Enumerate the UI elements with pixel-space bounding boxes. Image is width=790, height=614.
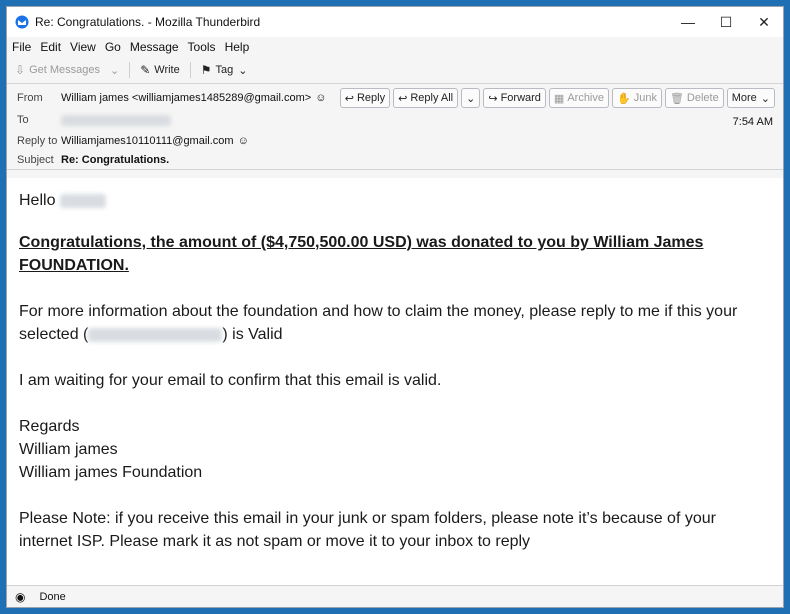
chevron-down-icon: ⌄ [760, 92, 770, 105]
get-messages-label: Get Messages [29, 64, 100, 76]
title-bar [7, 7, 783, 37]
more-button[interactable] [727, 88, 775, 108]
menu-view[interactable]: View [70, 40, 96, 54]
contact-icon[interactable]: ☺ [237, 135, 249, 147]
menu-go[interactable]: Go [104, 40, 121, 54]
window-title: Re: Congratulations. - Mozilla Thunderbird [35, 15, 261, 29]
info-text-2: ) is Valid [222, 326, 283, 343]
junk-label: Junk [633, 92, 657, 104]
subject-label: Subject [17, 154, 54, 166]
archive-icon: ▦ [553, 92, 565, 105]
delete-button[interactable] [665, 88, 724, 108]
subject-row [17, 154, 169, 166]
forward-button[interactable] [483, 88, 546, 108]
menu-bar [7, 37, 783, 57]
menu-message[interactable]: Message [129, 40, 179, 54]
online-status-icon[interactable]: ◉ [15, 589, 26, 604]
regards: Regards [19, 418, 80, 435]
note-paragraph: Please Note: if you receive this email in your junk or spam folders, please note it’s because of your internet ISP. Please mark it as not spam or move it to your inbox to reply [19, 510, 716, 550]
junk-button[interactable] [612, 88, 662, 108]
download-icon: ⇩ [15, 63, 26, 77]
close-button[interactable]: ✕ [758, 13, 770, 30]
write-button[interactable] [140, 63, 180, 77]
menu-tools[interactable]: Tools [187, 40, 216, 54]
delete-label: Delete [686, 92, 719, 104]
from-label: From [17, 92, 43, 104]
info-text-1: For more information about the foundation and how to claim the money, please reply to me if this your selected ( [19, 303, 738, 343]
signature-name: William james [19, 441, 118, 458]
thunderbird-window [6, 6, 784, 608]
main-toolbar [7, 57, 783, 84]
reply-label: Reply [356, 92, 386, 104]
toolbar-divider [129, 62, 130, 78]
status-bar [7, 585, 783, 607]
message-actions [340, 88, 775, 108]
redacted-email [88, 328, 222, 342]
archive-label: Archive [567, 92, 604, 104]
to-row [17, 114, 171, 126]
message-body [7, 178, 783, 588]
redacted-name [60, 194, 106, 208]
junk-icon: ✋ [617, 92, 631, 105]
get-messages-dropdown[interactable] [110, 64, 119, 77]
reply-all-button[interactable] [393, 88, 458, 108]
thunderbird-icon [15, 15, 29, 29]
waiting-paragraph: I am waiting for your email to confirm that this email is valid. [19, 372, 442, 389]
info-paragraph [19, 300, 771, 346]
message-time: 7:54 AM [732, 116, 773, 128]
more-label: More [731, 92, 757, 104]
menu-file[interactable]: File [12, 40, 32, 54]
replyto-row [17, 135, 249, 147]
menu-help[interactable]: Help [224, 40, 250, 54]
pencil-icon: ✎ [140, 63, 151, 77]
maximize-button[interactable]: ☐ [719, 13, 733, 30]
replyto-value[interactable]: Williamjames10110111@gmail.com [61, 135, 234, 147]
message-header [7, 84, 783, 170]
contact-icon[interactable]: ☺ [315, 92, 327, 104]
toolbar-divider [190, 62, 191, 78]
write-label: Write [154, 64, 180, 76]
reply-all-label: Reply All [410, 92, 454, 104]
reply-icon: ↩ [344, 92, 354, 105]
redacted-recipient [61, 115, 171, 126]
reply-button[interactable] [340, 88, 390, 108]
from-row [17, 92, 326, 104]
tag-button[interactable] [201, 63, 248, 77]
reply-all-icon: ↩ [398, 92, 408, 105]
forward-label: Forward [500, 92, 541, 104]
menu-edit[interactable]: Edit [40, 40, 62, 54]
to-label: To [17, 114, 29, 126]
trash-icon: 🗑 [669, 92, 684, 105]
tag-label: Tag [215, 64, 234, 76]
chevron-down-icon: ⌄ [109, 64, 120, 77]
greeting: Hello [19, 192, 56, 209]
chevron-down-icon: ⌄ [238, 64, 248, 77]
forward-icon: ↪ [488, 92, 498, 105]
reply-all-dropdown[interactable] [461, 88, 480, 108]
get-messages-button[interactable] [15, 63, 100, 77]
status-text: Done [39, 590, 66, 603]
minimize-button[interactable]: — [681, 14, 695, 30]
signature-org: William james Foundation [19, 464, 203, 481]
greeting-line [19, 189, 771, 212]
replyto-label: Reply to [17, 135, 58, 147]
subject-value: Re: Congratulations. [61, 154, 170, 166]
headline: Congratulations, the amount of ($4,750,500.00 USD) was donated to you by William James FOUNDATION. [19, 234, 704, 274]
chevron-down-icon: ⌄ [466, 92, 476, 105]
archive-button[interactable] [549, 88, 609, 108]
tag-icon: ⚑ [200, 63, 212, 77]
from-value[interactable]: William james <williamjames1485289@gmail.com> [61, 92, 312, 104]
